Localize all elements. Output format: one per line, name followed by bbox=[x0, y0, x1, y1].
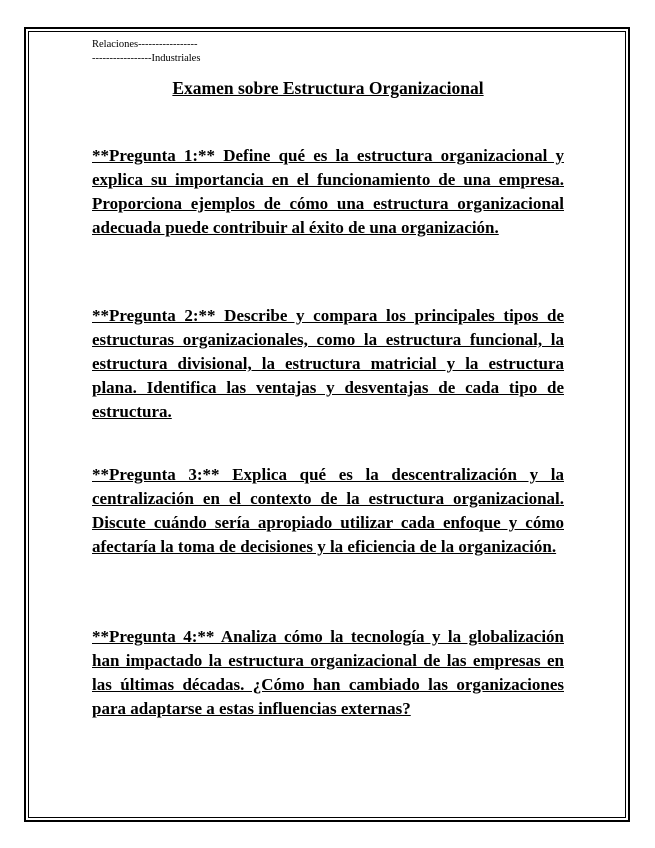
header-line-1: Relaciones----------------- bbox=[92, 39, 198, 50]
question-1: **Pregunta 1:** Define qué es la estructura organizacional y explica su importancia en el funcionamiento de una empresa. Proporciona ejemplos de cómo una estructura organizacional adecuada puede contribuir al éxito de una organización. bbox=[92, 146, 564, 237]
question-4: **Pregunta 4:** Analiza cómo la tecnología y la globalización han impactado la estructura organizacional de las empresas en las últimas décadas. ¿Cómo han cambiado las organizaciones para adaptarse a estas influencias externas? bbox=[92, 627, 564, 718]
question-2: **Pregunta 2:** Describe y compara los principales tipos de estructuras organizacionales, como la estructura funcional, la estructura divisional, la estructura matricial y la estructura plana. Identifica las ventajas y desventajas de cada tipo de estructura. bbox=[92, 306, 564, 421]
header-line-2: -----------------Industriales bbox=[92, 53, 201, 64]
document-header bbox=[92, 38, 200, 66]
exam-title: Examen sobre Estructura Organizacional bbox=[172, 78, 484, 98]
question-3: **Pregunta 3:** Explica qué es la descentralización y la centralización en el contexto de la estructura organizacional. Discute cuándo sería apropiado utilizar cada enfoque y cómo afectaría la toma de decisiones y la eficiencia de la organización. bbox=[92, 465, 564, 556]
